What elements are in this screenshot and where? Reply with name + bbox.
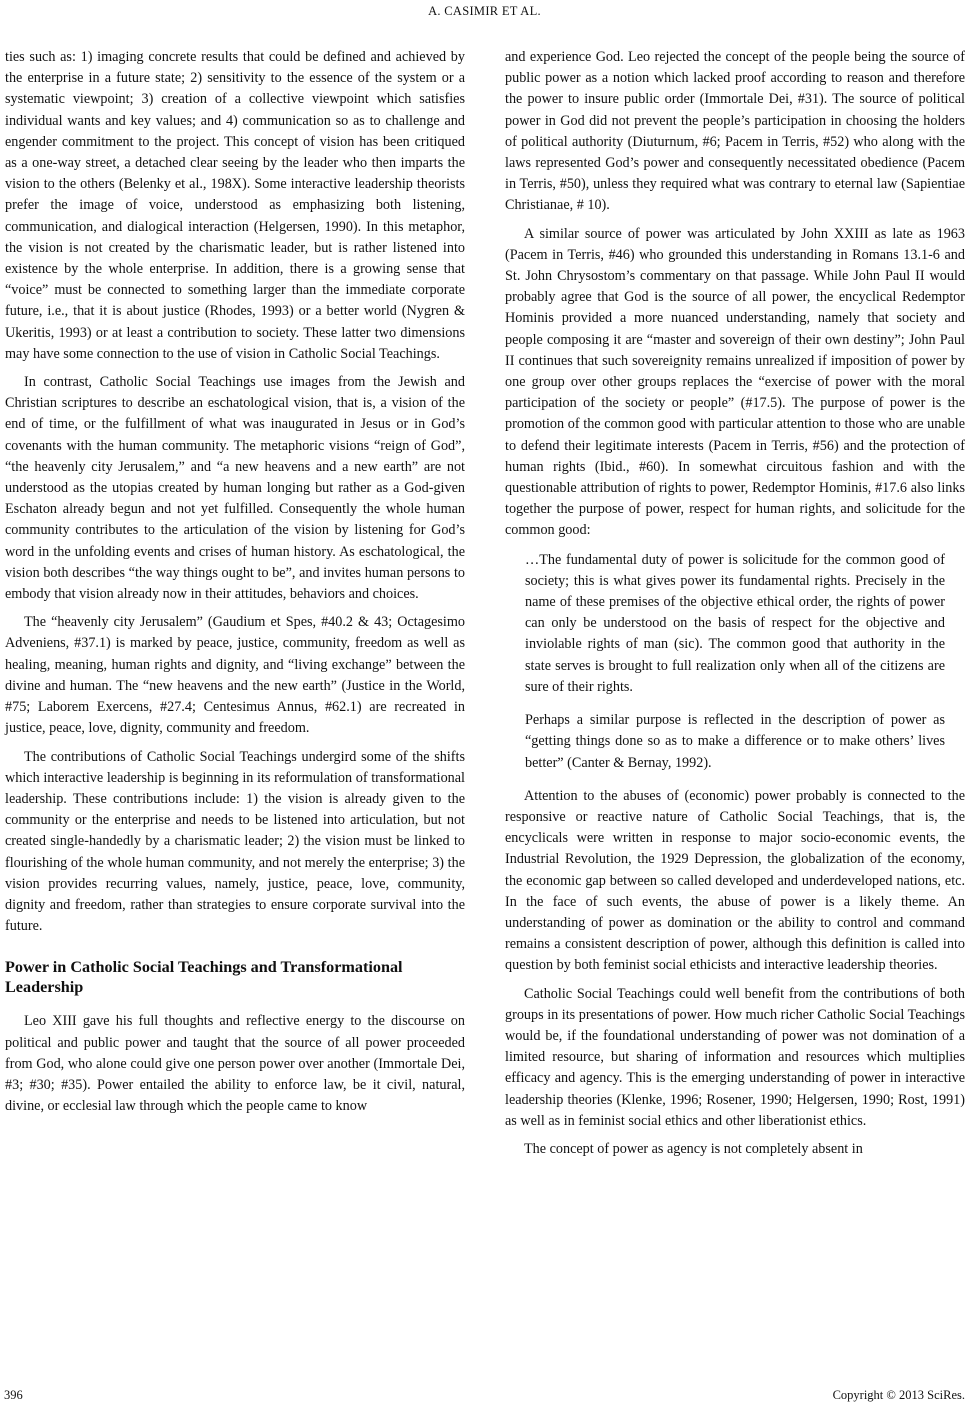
paragraph: The concept of power as agency is not completely absent in (524, 1140, 863, 1157)
section-heading: Power in Catholic Social Teachings and Transformational Leadership (5, 958, 403, 997)
paragraph: The contributions of Catholic Social Teachings undergird some of the shifts which interactive leadership is beginning in its reformulation of transformational leadership. These contributions include: 1) the vision is already given to the community or the enterprise and needs to be listened into articulation, but not created single-handedly by a charismatic leader; 2) the vision must be linked to flourishing of the whole human community, and not merely the enterprise; 3) the vision provides recurring values, namely, justice, peace, love, community, dignity and freedom, rather than strategies to ensure corporate survival into the future. (5, 748, 465, 935)
running-head: A. CASIMIR ET AL. (428, 4, 541, 18)
left-column (5, 47, 465, 1124)
page-number: 396 (4, 1388, 23, 1402)
paragraph: Attention to the abuses of (economic) power probably is connected to the responsive or reactive nature of Catholic Social Teachings, that is, the encyclicals were written in response to major socio-economic events, the Industrial Revolution, the 1929 Depression, the globalization of the economy, the economic gap between so called developed and underdeveloped nations, etc. In the face of such events, the abuse of power is a likely theme. An understanding of power as domination or the ability to control and command remains a consistent description of power, although this definition is called into question by both feminist social ethicists and interactive leadership theories. (505, 787, 965, 974)
paragraph: Catholic Social Teachings could well benefit from the contributions of both groups in its presentations of power. How much richer Catholic Social Teachings would be, if the foundational understanding of power was not domination of a limited resource, but sharing of information and resources which multiplies efficacy and agency. This is the emerging understanding of power in interactive leadership theories (Klenke, 1996; Rosener, 1990; Helgersen, 1990; Rost, 1991) as well as in feminist social ethics and other liberationist ethics. (505, 985, 965, 1129)
paragraph: and experience God. Leo rejected the concept of the people being the source of public power as a notion which lacked proof according to reason and therefore the power to insure public order (Immortale Dei, #31). The source of political power in God did not prevent the people’s participation in choosing the holders of political authority (Diuturnum, #6; Pacem in Terris, #52) who along with the laws represented God’s power and consequently necessitated obedience (Pacem in Terris, #50), unless they required what was contrary to eternal law (Sapientiae Christianae, # 10). (505, 49, 965, 214)
paragraph: In contrast, Catholic Social Teachings use images from the Jewish and Christian scriptures to describe an eschatological vision, that is, a vision of the end of time, or the fulfillment of what was inaugurated in Jesus or in God’s covenants with the human community. The metaphoric visions “reign of God”, “the heavenly city Jerusalem,” and “a new heavens and a new earth” are not understood as the utopias created by human longing but rather as a God-given Eschaton already begun and not yet fulfilled. Consequently the whole human community contributes to the articulation of the vision by listening for God’s word in the unfolding events and crises of human history. As eschatological, the vision both describes “the way things ought to be”, and invites human persons to embody that vision already now in their attitudes, behaviors and choices. (5, 374, 465, 603)
copyright-notice: Copyright © 2013 SciRes. (832, 1388, 965, 1402)
right-column (505, 47, 965, 1167)
quote-paragraph: …The fundamental duty of power is solicitude for the common good of society; this is what gives power its fundamental rights. Precisely in the name of these premises of the objective ethical order, the rights of power can only be understood on the basis of respect for the objective and inviolable rights of man (sic). The common good that authority in the state serves is brought to full realization only when all of the citizens are sure of their rights. (525, 551, 945, 695)
quote-paragraph: Perhaps a similar purpose is reflected in the description of power as “getting things done so as to make a difference or to make others’ lives better” (Canter & Bernay, 1992). (525, 712, 945, 771)
paragraph: The “heavenly city Jerusalem” (Gaudium et Spes, #40.2 & 43; Octagesimo Adveniens, #37.1) is marked by peace, justice, community, freedom as well as healing, meaning, human rights and dignity, and “living exchange” between the divine and human. The “new heavens and the new earth” (Justice in the World, #75; Laborem Exercens, #27.4; Centesimus Annus, #62.1) are recreated in justice, peace, love, dignity, community and freedom. (5, 614, 465, 737)
paragraph: A similar source of power was articulated by John XXIII as late as 1963 (Pacem in Terris, #46) who grounded this understanding in Romans 13.1-6 and St. John Chrysostom’s commentary on that passage. While John Paul II would probably agree that God is the source of all power, the encyclical Redemptor Hominis provided a more nuanced understanding, namely that society and people composing it are “master and sovereign of their own destiny”; John Paul II continues that such sovereignity remains unrealized if imposition of power by one group over other groups replaces the “exercise of power with the moral participation of the society or people” (#17.5). The purpose of power is the promotion of the common good with particular attention to those who are unable to defend their legitimate interests (Pacem in Terris, #56) and the protection of human rights (Ibid., #60). In somewhat circuitous fashion and with the questionable attribution of rights to power, Redemptor Hominis, #17.6 also links together the purpose of power, respect for human rights, and solicitude for the common good: (505, 225, 965, 539)
paragraph: ties such as: 1) imaging concrete results that could be defined and achieved by the enterprise in a future state; 2) sensitivity to the essence of the system or a systematic viewpoint; 3) creation of a collective viewpoint which satisfies individual wants and key values; and 4) communication so as to challenge and engender commitment to the project. This concept of vision has been critiqued as a one-way street, a detached clear seeing by the leader who then imparts the vision to the others (Belenky et al., 198X). Some interactive leadership theorists prefer the image of voice, understood as emphasizing both listening, communication, and dialogical interaction (Helgersen, 1990). In this metaphor, the vision is not created by the charismatic leader, but is rather listened into existence by the whole enterprise. In addition, there is a growing sense that “voice” must be connected to something larger than the immediate corporate future, i.e., that it is about justice (Rhodes, 1993) or a better world (Nygren & Ukeritis, 1993) or at least a contribution to society. These latter two dimensions may have some connection to the use of vision in Catholic Social Teachings. (5, 49, 465, 362)
block-quote (525, 550, 945, 774)
paragraph: Leo XIII gave his full thoughts and reflective energy to the discourse on political and public power and taught that the source of all power proceeded from God, who alone could give one person power over another (Immortale Dei, #3; #30; #35). Power entailed the ability to enforce law, be it civil, natural, divine, or ecclesial law through which the people came to know (5, 1013, 465, 1115)
